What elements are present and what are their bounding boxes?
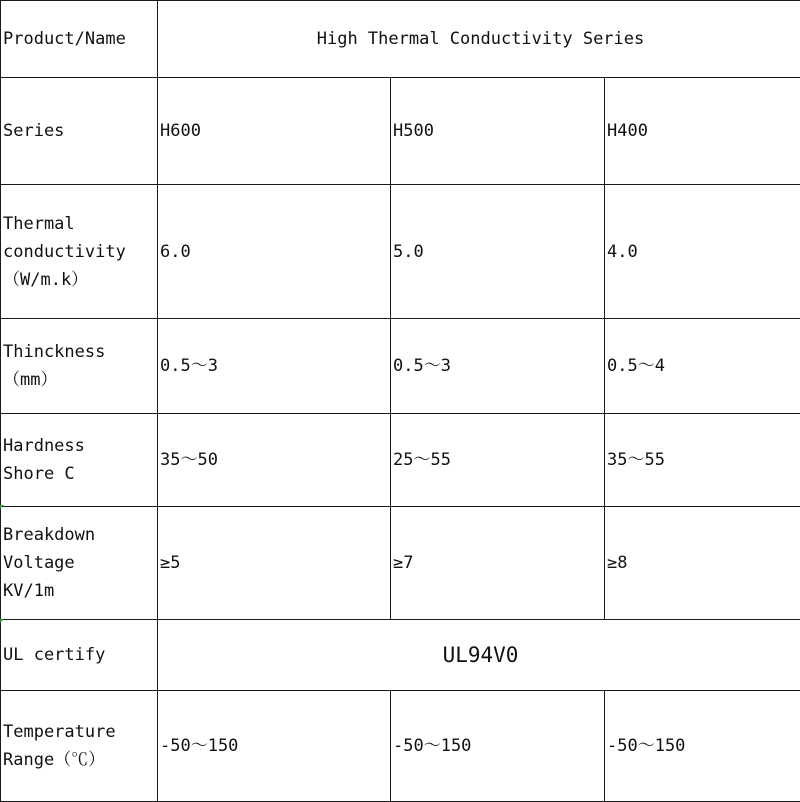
thermal-value-cell — [605, 185, 800, 319]
series-title: High Thermal Conductivity Series — [317, 29, 645, 49]
breakdown-value: ≥5 — [160, 553, 180, 573]
breakdown-value: ≥7 — [393, 553, 413, 573]
thickness-label-line: Thinckness — [3, 338, 157, 366]
series-value-cell — [391, 78, 605, 185]
thermal-label-line: Thermal — [3, 210, 157, 238]
thermal-value: 4.0 — [607, 242, 638, 262]
row-breakdown-voltage — [1, 507, 800, 620]
series-value-cell — [158, 78, 391, 185]
breakdown-label-line: Breakdown — [3, 521, 157, 549]
header-label-cell — [1, 1, 158, 78]
thermal-label-line: （W/m.k） — [3, 266, 157, 294]
row-thermal-conductivity — [1, 185, 800, 319]
thickness-value: 0.5～3 — [160, 356, 218, 376]
hardness-value: 35～55 — [607, 450, 665, 470]
row-ul-certify — [1, 620, 800, 691]
ul-value-cell — [158, 620, 800, 691]
series-value: H500 — [393, 121, 434, 141]
series-value: H600 — [160, 121, 201, 141]
thickness-label-line: （mm） — [3, 366, 157, 394]
thickness-value-cell — [605, 319, 800, 414]
row-series — [1, 78, 800, 185]
row-thickness — [1, 319, 800, 414]
thickness-label-cell — [1, 319, 158, 414]
temperature-value-cell — [158, 691, 391, 802]
breakdown-value-cell — [158, 507, 391, 620]
temperature-label-line: Temperature — [3, 718, 157, 746]
hardness-value-cell — [605, 414, 800, 507]
breakdown-value: ≥8 — [607, 553, 627, 573]
temperature-value-cell — [605, 691, 800, 802]
hardness-label-line: Hardness — [3, 432, 157, 460]
thickness-value: 0.5～4 — [607, 356, 665, 376]
hardness-value: 25～55 — [393, 450, 451, 470]
hardness-value-cell — [391, 414, 605, 507]
temperature-label-cell — [1, 691, 158, 802]
thermal-value: 5.0 — [393, 242, 424, 262]
breakdown-value-cell — [605, 507, 800, 620]
ul-label-cell — [1, 620, 158, 691]
thickness-value-cell — [158, 319, 391, 414]
ul-value: UL94V0 — [443, 643, 519, 667]
hardness-label-line: Shore C — [3, 460, 157, 488]
temperature-label-line: Range（℃） — [3, 746, 157, 774]
thermal-value: 6.0 — [160, 242, 191, 262]
series-label-cell — [1, 78, 158, 185]
thermal-label-cell — [1, 185, 158, 319]
temperature-value: -50～150 — [393, 736, 471, 756]
cell-corner-mark — [0, 619, 4, 623]
header-title-cell — [158, 1, 800, 78]
row-header — [1, 1, 800, 78]
thermal-value-cell — [158, 185, 391, 319]
hardness-value-cell — [158, 414, 391, 507]
thickness-value: 0.5～3 — [393, 356, 451, 376]
ul-label: UL certify — [3, 645, 105, 665]
breakdown-label-line: KV/1m — [3, 577, 157, 605]
thermal-value-cell — [391, 185, 605, 319]
header-label: Product/Name — [3, 29, 126, 49]
thermal-label-line: conductivity — [3, 238, 157, 266]
cell-corner-mark — [0, 505, 4, 509]
series-value-cell — [605, 78, 800, 185]
temperature-value: -50～150 — [607, 736, 685, 756]
temperature-value-cell — [391, 691, 605, 802]
row-hardness — [1, 414, 800, 507]
series-value: H400 — [607, 121, 648, 141]
breakdown-value-cell — [391, 507, 605, 620]
temperature-value: -50～150 — [160, 736, 238, 756]
hardness-label-cell — [1, 414, 158, 507]
breakdown-label-line: Voltage — [3, 549, 157, 577]
thickness-value-cell — [391, 319, 605, 414]
breakdown-label-cell — [1, 507, 158, 620]
series-label: Series — [3, 121, 64, 141]
row-temperature-range — [1, 691, 800, 802]
hardness-value: 35～50 — [160, 450, 218, 470]
